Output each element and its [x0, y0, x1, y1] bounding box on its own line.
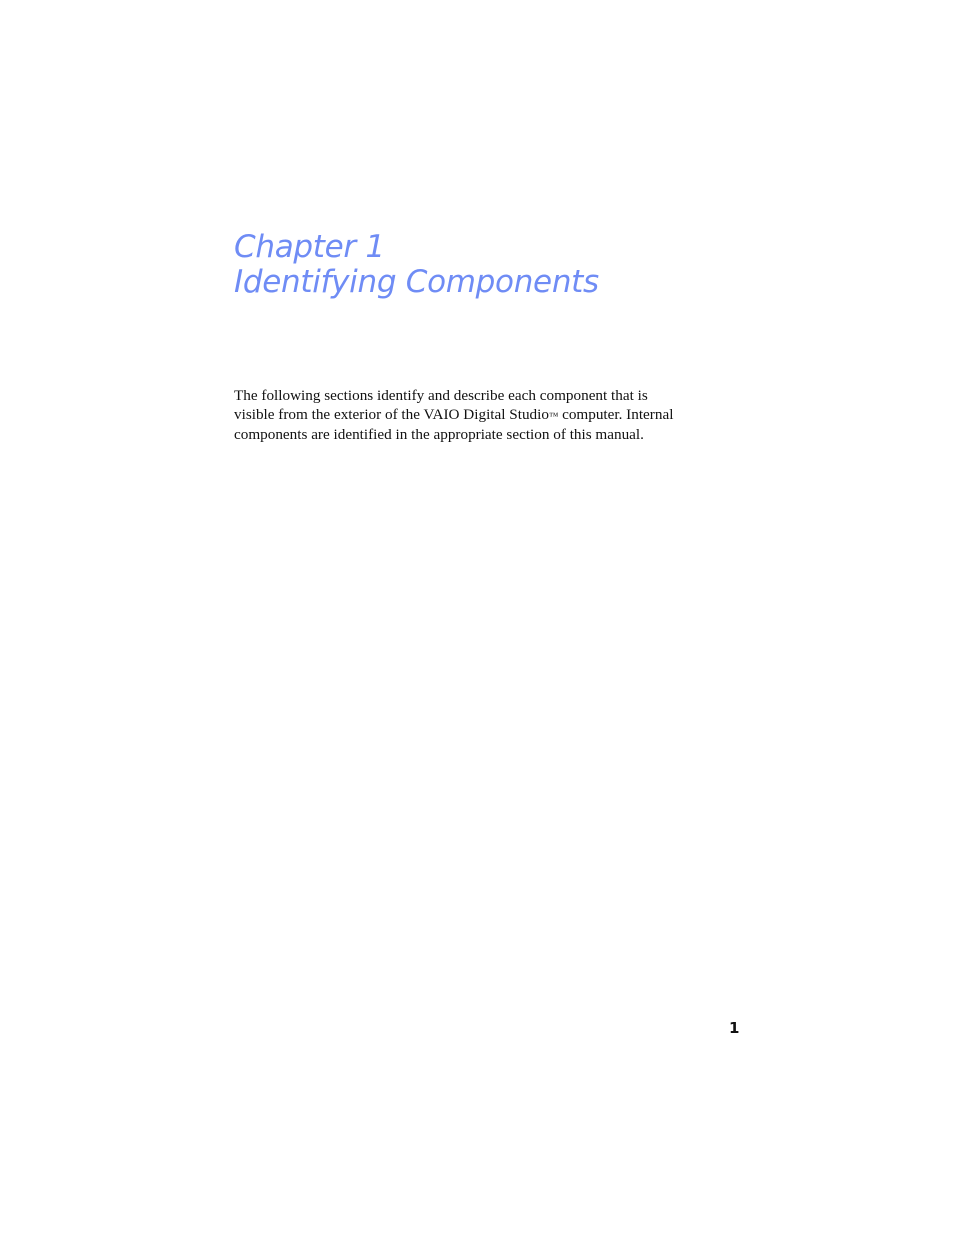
page-number: 1 — [729, 1019, 740, 1037]
intro-line-2 — [234, 406, 739, 427]
trademark-symbol: ™ — [548, 411, 559, 422]
chapter-heading — [234, 230, 599, 300]
chapter-title: Identifying Components — [234, 264, 599, 300]
intro-line-1: The following sections identify and describe each component that is — [234, 387, 648, 404]
chapter-number: Chapter 1 — [234, 229, 385, 265]
intro-line-3: components are identified in the appropriate section of this manual. — [234, 426, 644, 443]
intro-line-2-rest: computer. Internal — [558, 405, 674, 423]
intro-line-2-text: visible from the exterior of the VAIO Digital Studio — [234, 405, 549, 423]
intro-paragraph — [234, 387, 739, 445]
